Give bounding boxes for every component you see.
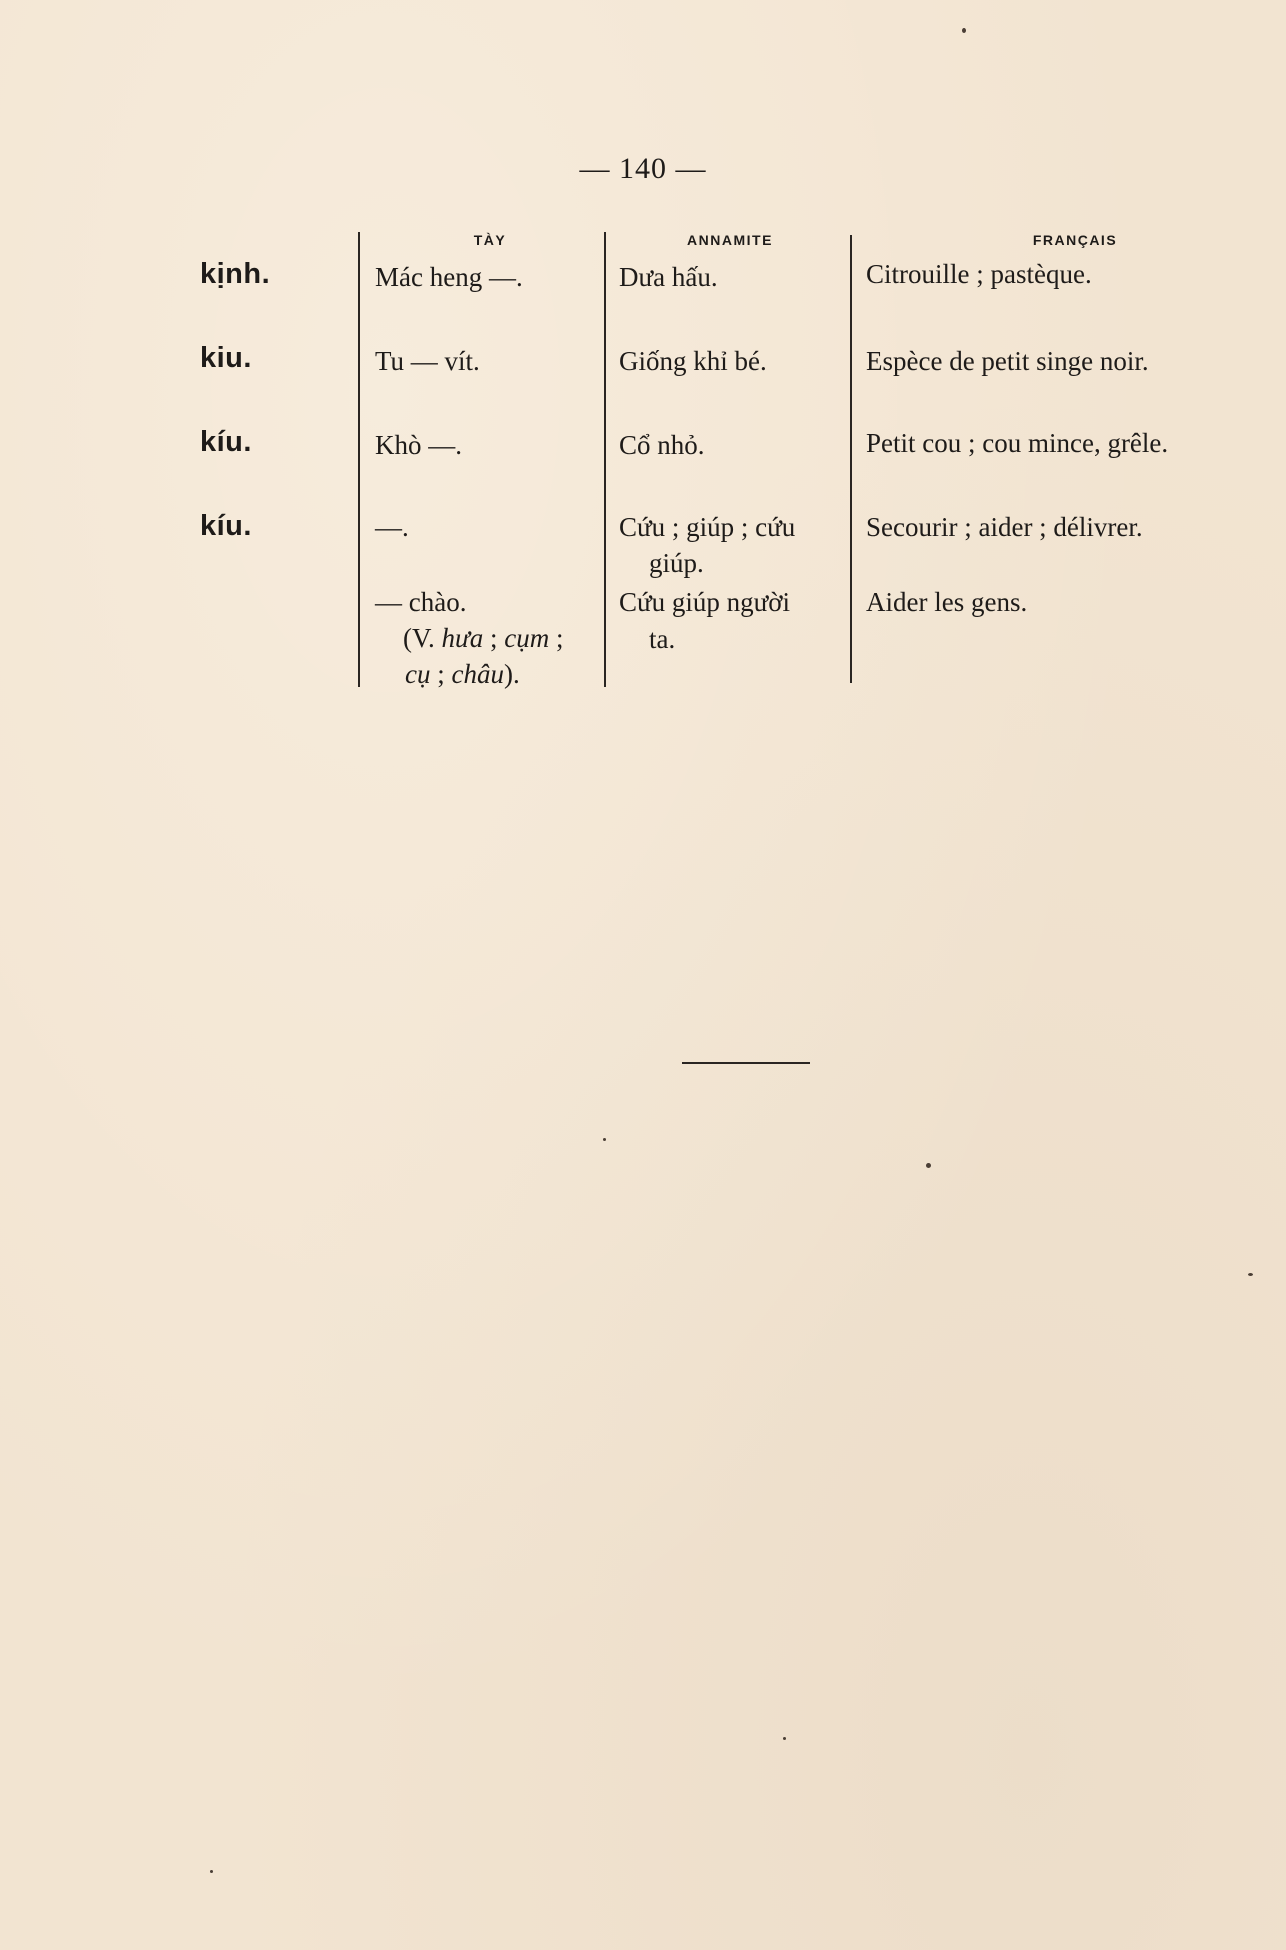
tay-term: — chào.: [375, 587, 467, 617]
tay-term: —.: [375, 512, 409, 542]
column-header-tay: TÀY: [473, 232, 507, 248]
tay-term: Mác heng —.: [375, 262, 523, 292]
paper-speck: [926, 1163, 931, 1168]
cross-reference-line-1: [403, 620, 564, 656]
annamite-term-continuation: giúp.: [649, 548, 704, 578]
ref-separator: ;: [556, 623, 564, 653]
end-of-section-rule: [682, 1062, 810, 1064]
tay-term: Tu — vít.: [375, 346, 480, 376]
paper-speck: [603, 1138, 606, 1141]
column-divider-tay: [358, 232, 360, 687]
ref-term: châu: [451, 659, 504, 689]
french-term: Espèce de petit singe noir.: [866, 346, 1149, 376]
column-header-annamite: ANNAMITE: [687, 232, 773, 248]
annamite-term: Giống khỉ bé.: [619, 346, 767, 376]
ref-prefix: (V.: [403, 623, 435, 653]
french-term: Petit cou ; cou mince, grêle.: [866, 428, 1169, 458]
french-term: Aider les gens.: [866, 587, 1028, 617]
french-term: Secourir ; aider ; délivrer.: [866, 512, 1143, 542]
annamite-term: Cứu giúp người: [619, 587, 791, 617]
annamite-term: Dưa hấu.: [619, 262, 718, 292]
ref-separator: ;: [490, 623, 498, 653]
ref-suffix: ).: [503, 659, 520, 689]
column-header-francais: FRANÇAIS: [1032, 232, 1118, 248]
annamite-term-continuation: ta.: [649, 624, 676, 654]
paper-speck: [962, 28, 966, 33]
paper-speck: [783, 1737, 786, 1740]
annamite-term: Cổ nhỏ.: [619, 430, 705, 460]
annamite-term: Cứu ; giúp ; cứu: [619, 512, 796, 542]
headword: kíu.: [200, 426, 252, 458]
tay-term: Khò —.: [375, 430, 462, 460]
ref-term: cụm: [504, 623, 550, 653]
french-term: Citrouille ; pastèque.: [866, 259, 1092, 289]
headword: kíu.: [200, 510, 252, 542]
headword: kịnh.: [200, 258, 271, 290]
column-divider-francais: [850, 235, 852, 683]
ref-term: hưa: [441, 623, 484, 653]
column-divider-annamite: [604, 232, 606, 687]
ref-separator: ;: [437, 659, 445, 689]
ref-term: cụ: [405, 659, 431, 689]
paper-speck: [210, 1870, 213, 1873]
headword: kiu.: [200, 342, 252, 374]
page-number: — 140 —: [579, 152, 707, 185]
cross-reference-line-2: [405, 656, 520, 692]
paper-speck: [1248, 1273, 1253, 1276]
